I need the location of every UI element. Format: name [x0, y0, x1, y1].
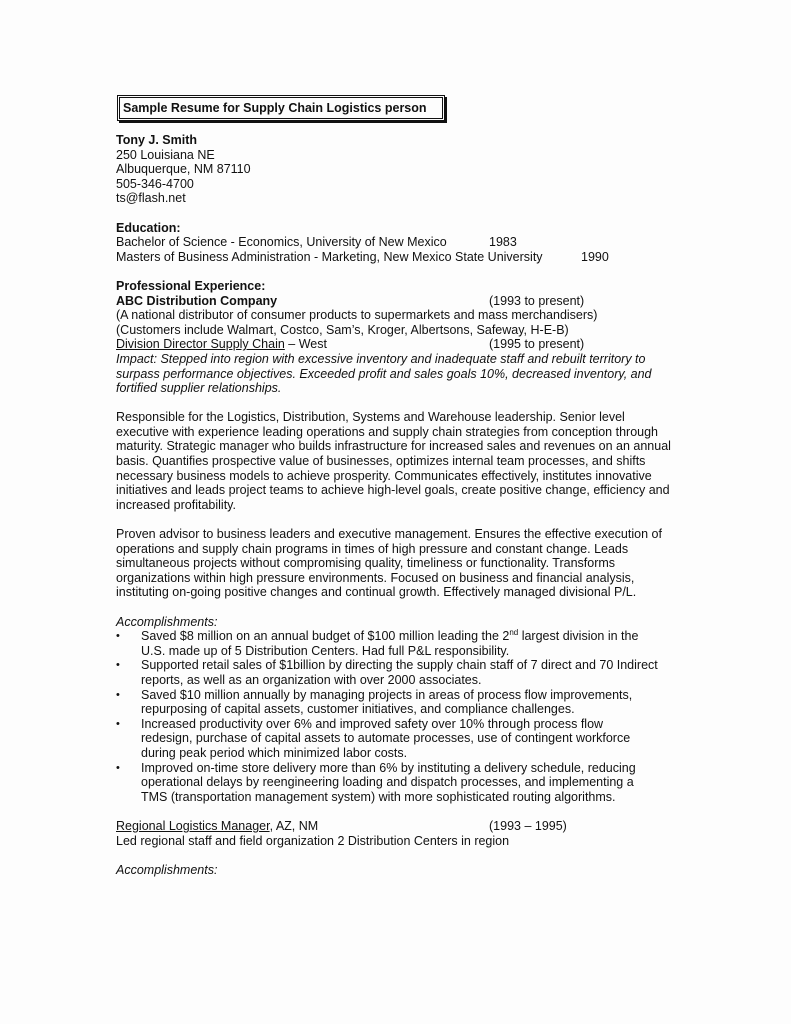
bullet-text: largest division in the: [518, 629, 639, 644]
education-degree: [116, 235, 676, 250]
degree-text: Masters of Business Administration - Marketing, New Mexico State University: [116, 249, 543, 264]
degree-year: 1990: [581, 249, 609, 264]
bullet-text: TMS (transportation management system) with more sophisticated routing algorithms.: [141, 789, 616, 804]
paragraph-line: Responsible for the Logistics, Distribution, Systems and Warehouse leadership. Senior level: [116, 410, 625, 425]
bullet-icon: •: [116, 630, 120, 643]
education-degree: [116, 250, 676, 265]
resume-content: [116, 133, 676, 877]
company-dates: (1993 to present): [489, 293, 585, 308]
list-item: [116, 658, 676, 687]
role-row: [116, 337, 676, 352]
impact-statement: [116, 352, 676, 396]
degree-year: 1983: [489, 235, 517, 250]
role-description: Led regional staff and field organization 2 Distribution Centers in region: [116, 833, 510, 848]
bullet-text: reports, as well as an organization with over 2000 associates.: [141, 672, 482, 687]
accomplishments-heading: Accomplishments:: [116, 614, 218, 629]
paragraph-line: organizations within high pressure environments. Focused on business and financial analysis,: [116, 570, 635, 585]
role-title: Regional Logistics Manager: [116, 818, 270, 833]
summary-paragraph-1: [116, 410, 676, 512]
contact-name: Tony J. Smith: [116, 133, 198, 147]
degree-text: Bachelor of Science - Economics, University of New Mexico: [116, 235, 447, 250]
bullet-icon: •: [116, 717, 120, 730]
list-item: [116, 688, 676, 717]
education-heading: Education:: [116, 220, 181, 235]
contact-phone: 505-346-4700: [116, 176, 194, 191]
bullet-text: redesign, purchase of capital assets to automate processes, use of contingent workforce: [141, 731, 631, 746]
contact-street: 250 Louisiana NE: [116, 147, 215, 162]
impact-line: fortified supplier relationships.: [116, 381, 282, 396]
contact-email: ts@flash.net: [116, 191, 186, 206]
role-dates: (1995 to present): [489, 337, 585, 352]
company-row: [116, 294, 676, 309]
role-title: Division Director Supply Chain: [116, 337, 285, 352]
bullet-icon: •: [116, 659, 120, 672]
list-item: [116, 717, 676, 761]
role-region: – West: [284, 337, 327, 352]
bullet-text: Saved $8 million on an annual budget of $100 million leading the 2: [141, 629, 510, 644]
role-region: , AZ, NM: [269, 818, 319, 833]
paragraph-line: operations and supply chain programs in times of high pressure and constant change. Leads: [116, 541, 629, 556]
paragraph-line: initiatives and leads project teams to achieve high-level goals, create positive change, efficiency and: [116, 483, 670, 498]
ordinal-superscript: nd: [509, 628, 519, 638]
accomplishments-list: [116, 629, 676, 804]
accomplishments-heading: Accomplishments:: [116, 862, 218, 877]
paragraph-line: basis. Quantifies prospective value of businesses, optimizes internal team processes, and shifts: [116, 454, 646, 469]
company-description: (A national distributor of consumer products to supermarkets and mass merchandisers): [116, 308, 598, 323]
role-row: [116, 819, 676, 834]
role-dates: (1993 – 1995): [489, 818, 567, 833]
bullet-text: U.S. made up of 5 Distribution Centers. Had full P&L responsibility.: [141, 643, 510, 658]
company-name: ABC Distribution Company: [116, 293, 278, 308]
bullet-text: Increased productivity over 6% and improved safety over 10% through process flow: [141, 716, 604, 731]
resume-title: Sample Resume for Supply Chain Logistics person: [117, 95, 445, 121]
paragraph-line: instituting on-going positive changes and continual growth. Effectively managed divisional P/L.: [116, 585, 637, 600]
bullet-text: during peak period which minimized labor costs.: [141, 745, 408, 760]
bullet-text: Saved $10 million annually by managing projects in areas of process flow improvements,: [141, 687, 633, 702]
paragraph-line: executive with experience leading operations and supply chain strategies from conception through: [116, 424, 658, 439]
list-item: [116, 629, 676, 658]
bullet-text: Improved on-time store delivery more than 6% by instituting a delivery schedule, reducing: [141, 760, 636, 775]
bullet-text: repurposing of capital assets, customer initiatives, and compliance challenges.: [141, 702, 575, 717]
paragraph-line: maturity. Strategic manager who builds infrastructure for increased sales and revenues on an annual: [116, 439, 671, 454]
bullet-icon: •: [116, 761, 120, 774]
bullet-text: Supported retail sales of $1billion by directing the supply chain staff of 7 direct and 70 Indirect: [141, 658, 658, 673]
bullet-text: operational delays by reengineering loading and dispatch processes, and implementing a: [141, 775, 634, 790]
bullet-icon: •: [116, 688, 120, 701]
paragraph-line: simultaneous projects without compromising quality, timeliness or functionality. Transforms: [116, 556, 616, 571]
summary-paragraph-2: [116, 527, 676, 600]
paragraph-line: necessary business models to achieve prosperity. Communicates effectively, institutes innovative: [116, 468, 652, 483]
paragraph-line: Proven advisor to business leaders and executive management. Ensures the effective execution of: [116, 527, 662, 542]
experience-heading: Professional Experience:: [116, 278, 266, 293]
contact-city: Albuquerque, NM 87110: [116, 162, 251, 177]
list-item: [116, 761, 676, 805]
impact-line: Impact: Stepped into region with excessive inventory and inadequate staff and rebuilt territory to: [116, 351, 646, 366]
company-customers: (Customers include Walmart, Costco, Sam’s, Kroger, Albertsons, Safeway, H-E-B): [116, 322, 569, 337]
paragraph-line: increased profitability.: [116, 497, 236, 512]
impact-line: surpass performance objectives. Exceeded profit and sales goals 10%, decreased inventory, and: [116, 366, 652, 381]
